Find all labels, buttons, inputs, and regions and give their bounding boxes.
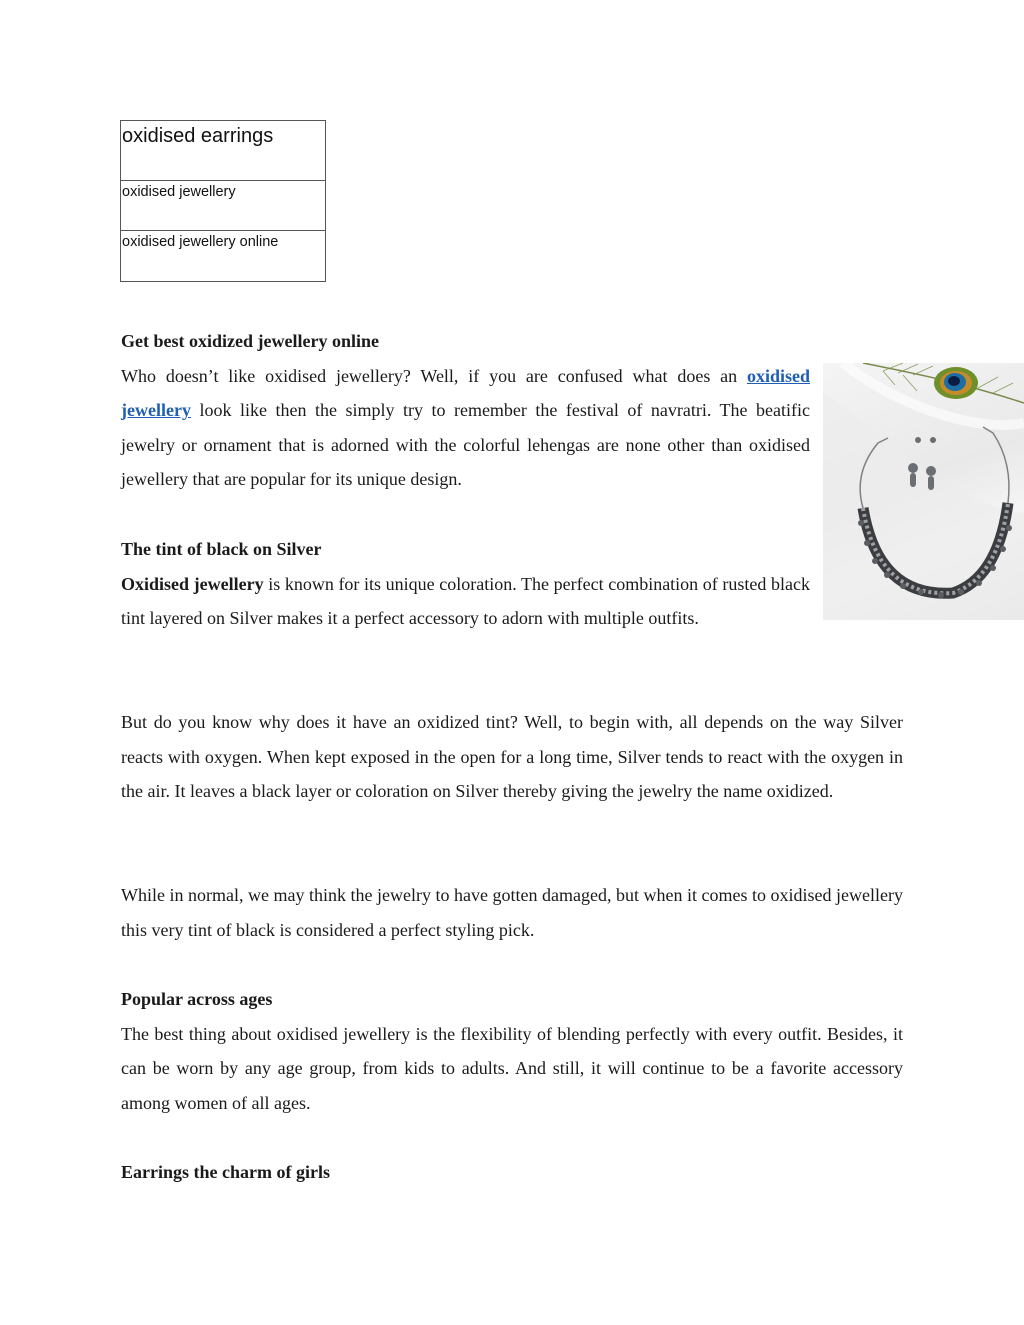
paragraph-text: is known for its unique coloration. The perfect combination of rusted black tint layered on Silver makes it a perfect accessory to adorn with multiple outfits. <box>121 573 810 629</box>
oxidised-jewellery-link[interactable]: oxidised jewellery <box>121 365 810 421</box>
keyword-row-oxidised-jewellery: oxidised jewellery <box>121 181 325 231</box>
keyword-row-oxidised-jewellery-online: oxidised jewellery online <box>122 234 279 250</box>
section-styling-pick <box>121 878 903 947</box>
paragraph-text: look like then the simply try to remember the festival of navratri. The beatific jewelry or ornament that is adorned with the colorful lehengas are none other than oxidised jewellery that are popular for its unique design. <box>121 400 810 490</box>
bold-term: Oxidised jewellery <box>121 573 264 594</box>
section-paragraph: But do you know why does it have an oxidized tint? Well, to begin with, all depends on the way Silver reacts with oxygen. When kept exposed in the open for a long time, Silver tends to react with the oxygen in the air. It leaves a black layer or coloration on Silver thereby giving the jewelry the name oxidized. <box>121 712 903 802</box>
section-heading: Earrings the charm of girls <box>121 1162 330 1182</box>
section-earrings-charm <box>121 1155 903 1190</box>
section-paragraph: While in normal, we may think the jewelry to have gotten damaged, but when it comes to oxidised jewellery this very tint of black is considered a perfect styling pick. <box>121 885 903 940</box>
section-tint-of-black <box>121 532 810 636</box>
section-heading: Popular across ages <box>121 989 273 1009</box>
section-paragraph <box>121 567 810 636</box>
necklace-product-image <box>823 363 1024 620</box>
section-paragraph <box>121 359 810 497</box>
section-popular-across-ages <box>121 982 903 1120</box>
keyword-table <box>120 120 326 282</box>
paragraph-text: Who doesn’t like oxidised jewellery? Well, if you are confused what does an <box>121 365 747 386</box>
section-paragraph: The best thing about oxidised jewellery is the flexibility of blending perfectly with every outfit. Besides, it can be worn by any age group, from kids to adults. And still, it will continue to be a favorite accessory among women of all ages. <box>121 1023 903 1113</box>
section-heading: The tint of black on Silver <box>121 539 322 559</box>
section-get-best-oxidized-jewellery <box>121 324 810 497</box>
section-heading: Get best oxidized jewellery online <box>121 331 379 351</box>
section-why-oxidized <box>121 705 903 809</box>
keyword-row-oxidised-earrings: oxidised earrings <box>121 121 325 181</box>
